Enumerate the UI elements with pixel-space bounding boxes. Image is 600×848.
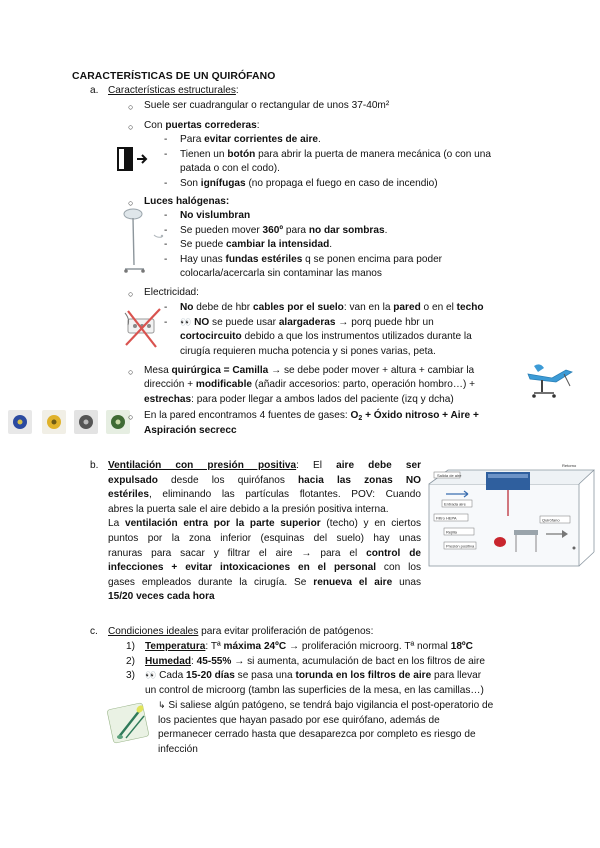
dash: - [164,225,168,236]
bold-text: aire debe ser [336,460,421,471]
list-item-continuation [144,378,475,393]
text: . [384,225,388,236]
sub-note [158,699,493,714]
list-item [180,177,438,192]
gas-outlets-icon [6,408,132,438]
text: para llevar [431,670,482,681]
text: En la pared encontramos 4 fuentes de gases: [144,410,351,421]
bold-text: No [180,302,194,313]
diagram-label: Rejilla [446,529,457,535]
bold-text: ignífugas [200,178,246,189]
text: se puede usar [209,317,279,328]
bold-text: estériles [108,489,149,501]
diagram-label: Entrada aire [444,501,466,507]
list-item: Electricidad: [144,287,199,298]
diagram-label: Quirófano [542,517,560,523]
subscript: 2 [358,415,363,422]
bold-text: control de [366,547,421,559]
text: . [318,134,321,145]
bullet-circle: ○ [128,412,134,422]
dash: - [164,254,168,265]
text: Se puede [180,239,227,250]
dash: - [164,317,168,328]
return-arrow-icon: ↳ [158,701,166,711]
list-item [180,148,491,163]
list-item [145,640,473,655]
bold-text: torunda en los filtros de aire [295,670,432,681]
text: Si saliese algún patógeno, se tendrá bajo vigilancia el post-operatorio de [165,700,494,711]
sub-note-continuation: permanecer cerrado hasta que desaparezca por completo es riesgo de [158,729,476,740]
text: se pasa una [234,670,296,681]
paragraph-line [108,488,421,503]
text: con los [376,562,421,574]
text: : [256,120,260,131]
swab-icon [106,700,154,744]
text: : El [296,460,337,471]
section-a-heading [90,84,239,99]
section-a-letter: a. [90,85,99,96]
door-icon [115,146,149,172]
paragraph-line [108,576,421,591]
text: Con [144,120,166,131]
bold-text: Ventilación con presión positiva [108,460,297,471]
text: Cada [159,670,187,681]
bullet-circle: ○ [128,102,134,112]
bold-text: pared [393,302,421,313]
text: para [283,225,309,236]
text: Son [180,178,201,189]
bold-text: techo [456,302,484,313]
text: dirección + [144,379,196,390]
list-item-continuation: patada o con el codo). [180,163,280,174]
paragraph-line [108,547,421,562]
text: Para [180,134,205,145]
bold-text: quirúrgica = Camilla [171,365,269,376]
list-item-continuation: un control de microorg (tambn las superficies de la mesa, en las camillas…) [145,685,484,696]
list-item [180,209,250,224]
section-b-paragraph [108,459,421,605]
bold-text: modificable [195,379,252,390]
text: , eliminando las partículas flotantes. POV: Cuando [148,489,421,501]
bullet-circle: ○ [128,198,134,208]
list-item: Suele ser cuadrangular o rectangular de unos 37-40m² [144,100,390,111]
bold-text: 18ºC [450,641,473,652]
text: (techo) y en ciertos [320,518,421,530]
bold-text: infecciones + evitar intoxicaciones en el personal [108,562,377,574]
list-item-continuation: cirugía requieren mucha potencia y si pones varias, peta. [180,346,436,357]
bold-text: 15/20 veces cada hora [108,591,215,603]
surgical-lamp-icon [116,205,166,275]
text: Tienen un [180,149,228,160]
text: puntos por la zona inferior (esquinas del suelo) hay unas [108,532,421,544]
text: (añadir accesorios: parto, operación hombro…) + [252,379,476,390]
text: debe de hbr [193,302,253,313]
eyes-emoji: 👀 [180,318,195,328]
dash: - [164,149,168,160]
list-item-continuation [144,393,454,408]
bold-text: puertas correderas [165,120,257,131]
operating-table-icon [522,360,578,400]
text: : [191,656,197,667]
list-item-continuation [144,424,237,439]
dash: - [164,134,168,145]
dash: - [164,239,168,250]
text: → proliferación microorg. Tª normal [286,641,451,652]
eyes-emoji: 👀 [145,671,160,681]
bold-text: fundas estériles [225,254,303,265]
bullet-circle: ○ [128,122,134,132]
text: → porq puede hbr un [335,317,434,328]
bold-text: no dar sombras [308,225,385,236]
bold-text: 45-55% [196,656,232,667]
bold-text: máxima 24ºC [223,641,287,652]
bold-text: evitar corrientes de aire [204,134,319,145]
bold-text: botón [227,149,256,160]
text: ranuras para sacar y filtrar el aire → para el [108,547,367,559]
text: → se debe poder mover + altura + cambiar la [268,365,475,376]
list-item [180,133,321,148]
list-item [145,655,485,670]
sub-note-continuation: infección [158,744,198,755]
text: Mesa [144,365,172,376]
list-number: 2) [126,656,135,667]
bullet-circle: ○ [128,289,134,299]
bold-text: No vislumbran [180,210,251,221]
colon: : [235,85,239,96]
dash: - [164,302,168,313]
paragraph-line [108,503,421,518]
sub-note-continuation: los pacientes que hayan pasado por ese quirófano, además de [158,715,440,726]
list-item [180,224,387,239]
bold-text: cables por el suelo [252,302,344,313]
bold-text: hacia las zonas NO [298,474,421,486]
text: unas [392,576,421,588]
bold-text: ventilación entra por la parte superior [124,518,321,530]
paragraph-line [108,474,421,489]
text: para evitar proliferación de patógenos: [198,626,374,637]
paragraph-line [108,561,421,576]
list-item [180,253,442,268]
text: q se ponen encima para poder [302,254,443,265]
section-c-title: Condiciones ideales [108,626,199,637]
list-item-continuation: colocarla/acercarla sin contaminar las manos [180,268,382,279]
dash: - [164,178,168,189]
bold-text: 15-20 días [186,670,235,681]
page-title: CARACTERÍSTICAS DE UN QUIRÓFANO [72,71,276,82]
text: (no propaga el fuego en caso de incendio) [245,178,438,189]
list-number: 1) [126,641,135,652]
text: abres la puerta sale el aire debido a la presión positiva interna. [108,503,389,515]
text: : Tª [205,641,224,652]
bold-text: cortocircuito [180,331,242,342]
text: Se pueden mover [180,225,263,236]
text: : para poder llegar a ambos lados del paciente (izq y dcha) [191,394,454,405]
list-item [180,301,484,316]
bold-text: 360º [262,225,284,236]
text: La [108,518,125,530]
bold-text: expulsado [108,474,158,486]
text: → si aumenta, acumulación de bact en los filtros de aire [231,656,486,667]
diagram-label: Salida de aire [437,473,462,478]
diagram-label: Filtro HEPA [436,515,457,521]
dash: - [164,210,168,221]
diagram-label: Presión positiva [446,543,475,549]
bold-text: cambiar la intensidad [226,239,330,250]
bold-text: Aspiración secrecc [144,425,237,436]
paragraph-line [108,517,421,532]
section-c-letter: c. [90,626,98,637]
list-item [144,119,260,134]
text: debido a que los instrumentos utilizados durante la [241,331,472,342]
list-item [180,316,434,331]
bold-text: O [350,410,359,421]
list-item-continuation [180,330,472,345]
section-c-heading [90,625,373,640]
bullet-circle: ○ [128,367,134,377]
text: gases empleados durante la cirugía. Se [108,576,314,588]
text: o en el [420,302,457,313]
bold-text: alargaderas [278,317,336,328]
list-item [180,238,332,253]
bold-text: + Óxido nitroso + Aire + [362,410,479,421]
text: desde los quirófanos [157,474,298,486]
paragraph-line [108,532,421,547]
diagram-label: Retorno [562,463,577,468]
paragraph-line [108,590,421,605]
bold-text: Luces halógenas: [144,196,230,207]
text: : van en la [343,302,394,313]
bold-underlined-text: Temperatura [145,641,206,652]
text: Hay unas [180,254,226,265]
bold-text: NO [194,317,210,328]
bold-text: renueva el aire [313,576,393,588]
text: para abrir la puerta de manera mecánica (o con una [255,149,492,160]
section-a-title: Características estructurales [108,85,236,96]
text: . [329,239,333,250]
list-number: 3) [126,670,135,681]
list-item [144,364,474,379]
bold-underlined-text: Humedad [145,656,191,667]
no-extension-cord-icon [122,305,164,349]
paragraph-line [108,459,421,474]
ventilation-diagram [428,460,598,570]
bold-text: estrechas [144,394,192,405]
list-item [145,669,481,684]
section-b-letter: b. [90,460,99,471]
